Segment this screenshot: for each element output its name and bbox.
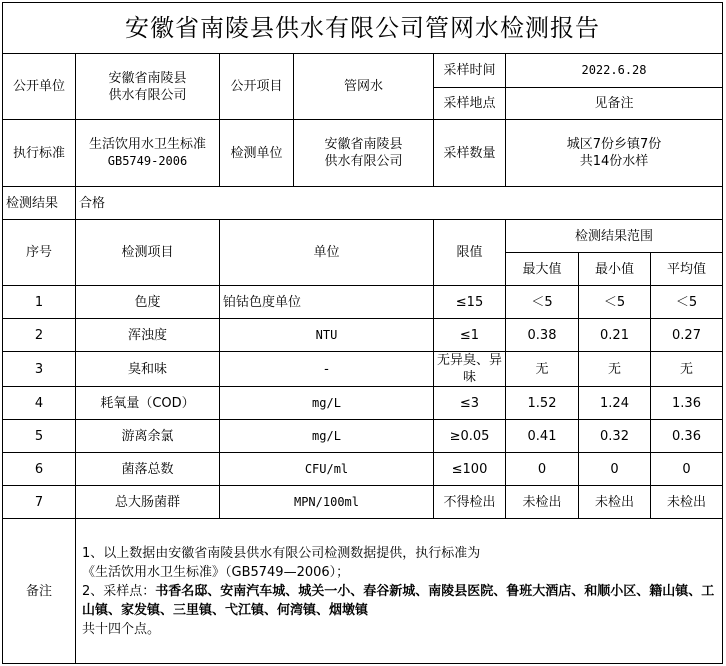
sample-place-label: 采样地点: [434, 88, 506, 120]
notes-line4: 共十四个点。: [82, 621, 161, 637]
info-row-1: [3, 54, 723, 88]
row-min: 无: [579, 352, 651, 387]
table-row: [3, 352, 723, 387]
table-row: [3, 420, 723, 453]
row-min: 0: [579, 453, 651, 486]
test-unit-line2: 供水有限公司: [324, 154, 403, 169]
sample-count-value: [506, 120, 723, 187]
header-unit: 单位: [220, 220, 434, 286]
row-item: 总大肠菌群: [76, 486, 220, 519]
publish-unit-line2: 供水有限公司: [108, 87, 187, 103]
row-unit: mg/L: [220, 420, 434, 453]
sample-time-value: 2022.6.28: [506, 54, 723, 88]
standard-line2: GB5749-2006: [107, 154, 188, 168]
notes-label: 备注: [3, 519, 76, 664]
row-item: 菌落总数: [76, 453, 220, 486]
test-unit-line1: 安徽省南陵县: [324, 137, 403, 152]
row-index: 7: [3, 486, 76, 519]
notes-line3: [82, 582, 716, 620]
header-index: 序号: [3, 220, 76, 286]
row-avg: ＜5: [651, 286, 723, 319]
row-avg: 0.27: [651, 319, 723, 352]
header-max: 最大值: [506, 253, 579, 286]
sample-count-label: 采样数量: [434, 120, 506, 187]
standard-label: 执行标准: [3, 120, 76, 187]
row-max: 0: [506, 453, 579, 486]
table-row: [3, 286, 723, 319]
row-max: ＜5: [506, 286, 579, 319]
row-min: 0.21: [579, 319, 651, 352]
row-avg: 0: [651, 453, 723, 486]
standard-line1: 生活饮用水卫生标准: [88, 137, 206, 152]
row-avg: 无: [651, 352, 723, 387]
row-unit: mg/L: [220, 387, 434, 420]
table-row: [3, 453, 723, 486]
report-frame: [2, 2, 722, 662]
row-item: 耗氧量（COD）: [76, 387, 220, 420]
row-limit: 不得检出: [434, 486, 506, 519]
header-row-1: [3, 220, 723, 253]
table-row: [3, 486, 723, 519]
publish-unit-value: [76, 54, 220, 120]
row-limit: ≤1: [434, 319, 506, 352]
row-max: 1.52: [506, 387, 579, 420]
row-limit: ≤3: [434, 387, 506, 420]
row-index: 6: [3, 453, 76, 486]
notes-line1: 1、以上数据由安徽省南陵县供水有限公司检测数据提供，执行标准为: [82, 545, 481, 561]
row-index: 1: [3, 286, 76, 319]
table-row: [3, 319, 723, 352]
row-item: 色度: [76, 286, 220, 319]
header-min: 最小值: [579, 253, 651, 286]
test-unit-label: 检测单位: [220, 120, 294, 187]
row-max: 0.41: [506, 420, 579, 453]
publish-unit-line1: 安徽省南陵县: [108, 70, 187, 86]
row-max: 无: [506, 352, 579, 387]
row-unit: NTU: [220, 319, 434, 352]
row-avg: 0.36: [651, 420, 723, 453]
title-row: [3, 3, 723, 54]
notes-line2: 《生活饮用水卫生标准》（GB5749—2006）；: [82, 564, 350, 580]
sample-count-line2: 共14份水样: [579, 154, 649, 169]
test-unit-value: [294, 120, 434, 187]
row-index: 4: [3, 387, 76, 420]
row-index: 2: [3, 319, 76, 352]
row-unit: -: [220, 352, 434, 387]
row-min: 未检出: [579, 486, 651, 519]
row-index: 3: [3, 352, 76, 387]
row-min: 1.24: [579, 387, 651, 420]
report-title: 安徽省南陵县供水有限公司管网水检测报告: [3, 3, 723, 54]
row-item: 浑浊度: [76, 319, 220, 352]
row-max: 未检出: [506, 486, 579, 519]
row-avg: 1.36: [651, 387, 723, 420]
notes-content: [76, 519, 723, 664]
table-row: [3, 387, 723, 420]
sample-place-value: 见备注: [506, 88, 723, 120]
row-limit: ≥0.05: [434, 420, 506, 453]
header-item: 检测项目: [76, 220, 220, 286]
header-avg: 平均值: [651, 253, 723, 286]
row-min: ＜5: [579, 286, 651, 319]
publish-item-value: 管网水: [294, 54, 434, 120]
header-limit: 限值: [434, 220, 506, 286]
info-row-3: [3, 120, 723, 187]
sample-time-label: 采样时间: [434, 54, 506, 88]
header-range: 检测结果范围: [506, 220, 723, 253]
row-min: 0.32: [579, 420, 651, 453]
row-item: 游离余氯: [76, 420, 220, 453]
row-item: 臭和味: [76, 352, 220, 387]
row-index: 5: [3, 420, 76, 453]
report-table: [2, 2, 723, 664]
publish-item-label: 公开项目: [220, 54, 294, 120]
standard-value: [76, 120, 220, 187]
result-value: 合格: [76, 187, 723, 220]
result-row: [3, 187, 723, 220]
row-limit: ≤15: [434, 286, 506, 319]
row-avg: 未检出: [651, 486, 723, 519]
row-unit: 铂钴色度单位: [220, 286, 434, 319]
notes-row: [3, 519, 723, 664]
row-unit: MPN/100ml: [220, 486, 434, 519]
sample-count-line1: 城区7份乡镇7份: [566, 137, 662, 152]
row-max: 0.38: [506, 319, 579, 352]
row-limit: ≤100: [434, 453, 506, 486]
row-limit: 无异臭、异味: [434, 352, 506, 387]
row-unit: CFU/ml: [220, 453, 434, 486]
notes-line3-prefix: 2、采样点：: [82, 583, 156, 599]
result-label: 检测结果: [3, 187, 76, 220]
notes-sample-points: 书香名邸、安南汽车城、城关一小、春谷新城、南陵县医院、鲁班大酒店、和顺小区、籍山镇、工山镇、家发镇、三里镇、弋江镇、何湾镇、烟墩镇: [82, 583, 715, 618]
publish-unit-label: 公开单位: [3, 54, 76, 120]
